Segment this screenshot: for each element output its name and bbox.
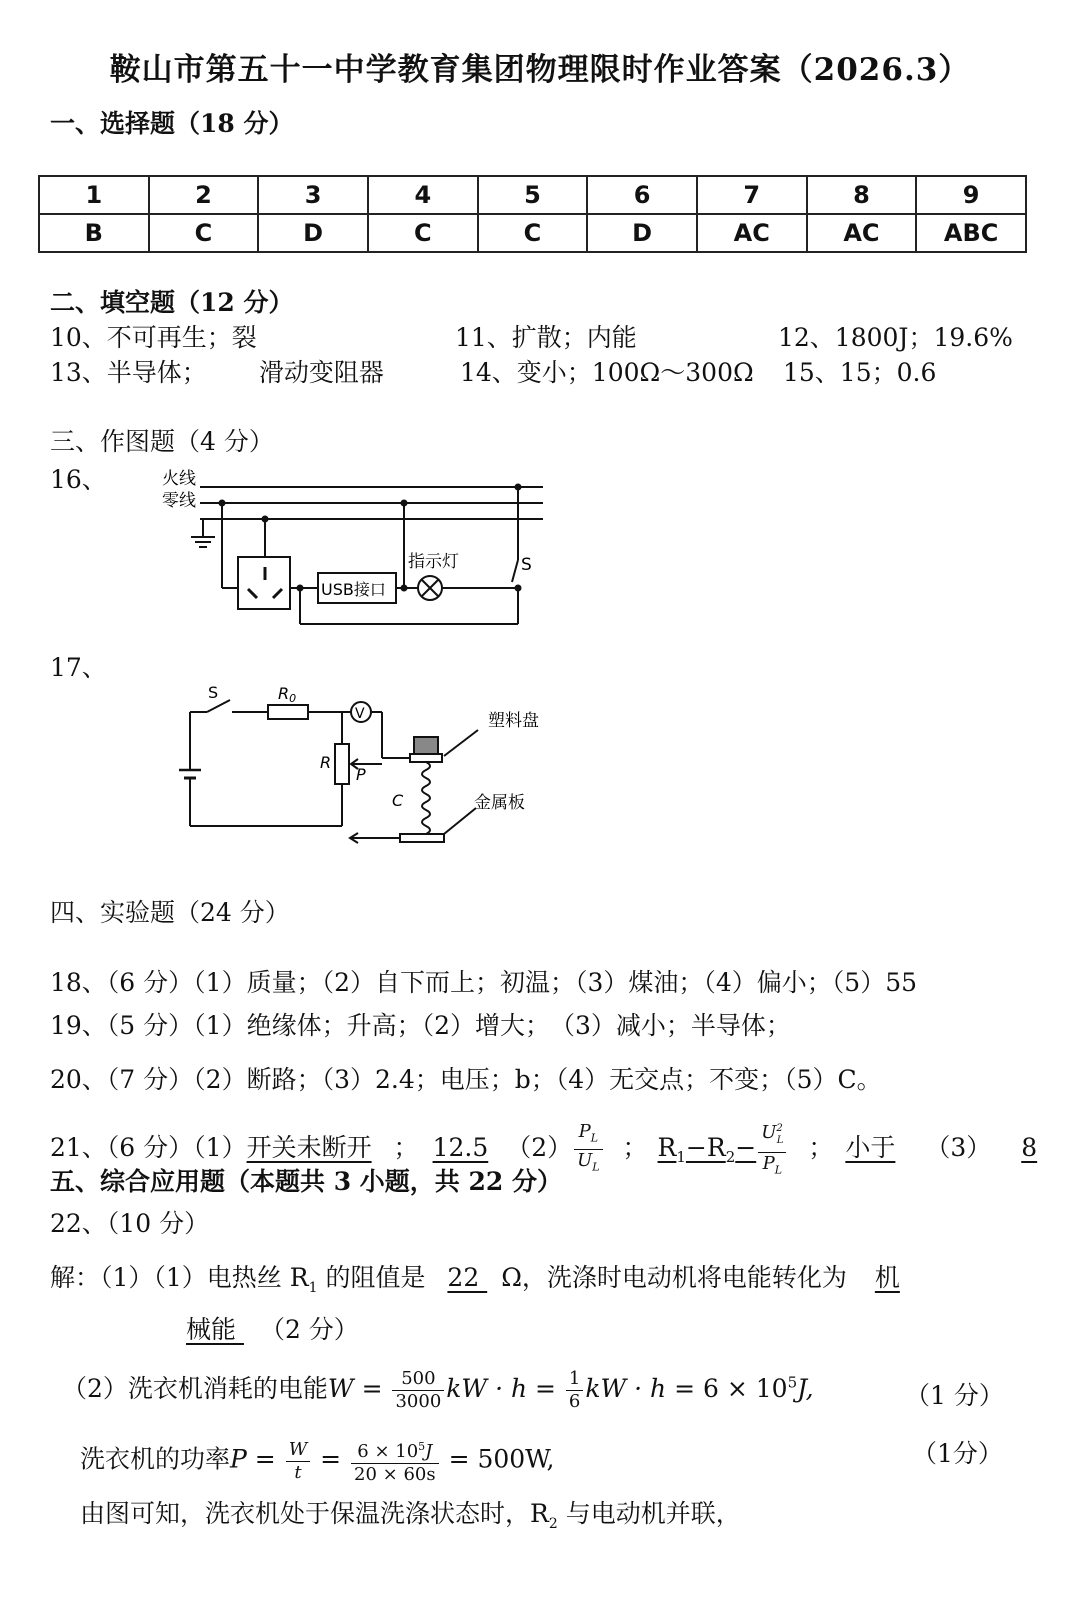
table-cell: C (478, 214, 588, 252)
solution-energy-formula: （2）洗衣机消耗的电能W = $\frac{500}{3000}$ kW · h = $\frac{1}{6}$ kW · $h = 6 \times 10^5J$, (62, 1368, 814, 1412)
blank-energy-part1: 机 (874, 1263, 900, 1292)
label-metal-plate: 金属板 (474, 793, 525, 813)
table-cell: 2 (149, 176, 259, 214)
points-energy: （1 分） (905, 1381, 1004, 1410)
fraction-power: $\frac{6 \times 10^5J}{20 \times 60s}$ (351, 1436, 439, 1486)
answer-q13-part2: 滑动变阻器 (258, 358, 384, 387)
label-live-wire: 火线 (162, 469, 196, 489)
solution-last-line: 由图可知，洗衣机处于保温洗涤状态时，$R_2$ 与电动机并联， (80, 1499, 741, 1532)
blank-r1-value: 22 (447, 1263, 488, 1292)
table-cell: 4 (368, 176, 478, 214)
table-cell: AC (807, 214, 917, 252)
label-switch: S (521, 555, 532, 575)
q21-fraction-pl-ul: $\frac{P_L}{U_L}$ (574, 1121, 602, 1179)
table-cell: 8 (807, 176, 917, 214)
fraction-500-3000: $\frac{500}{3000}$ (392, 1368, 444, 1413)
section-fill-heading: 二、填空题（12 分） (50, 288, 294, 317)
label-r0: R0 (278, 684, 297, 705)
label-p: P (356, 765, 366, 784)
answer-q18: 18、（6 分）（1）质量；（2）自下而上；初温；（3）煤油；（4）偏小；（5）55 (50, 968, 918, 997)
q21-separator: ； (393, 1133, 419, 1163)
q21-part-3: （3） (925, 1133, 992, 1163)
answer-q20: 20、（7 分）（2）断路；（3）2.4；电压；b；（4）无交点；不变；（5）C。 (50, 1065, 882, 1094)
answer-q13-part1: 13、半导体； (50, 358, 207, 387)
fraction-w-t: $\frac{W}{t}$ (286, 1439, 311, 1484)
metal-plate (400, 834, 444, 842)
table-cell: C (368, 214, 478, 252)
section-experiment-heading: 四、实验题（24 分） (50, 898, 290, 927)
answer-q14: 14、变小；100Ω～300Ω (460, 358, 754, 387)
label-usb: USB接口 (321, 580, 386, 599)
table-cell: D (587, 214, 697, 252)
label-indicator-lamp: 指示灯 (408, 552, 459, 572)
table-cell: 5 (478, 176, 588, 214)
section-choice-heading: 一、选择题（18 分） (50, 109, 294, 138)
table-cell: D (258, 214, 368, 252)
table-cell: 1 (39, 176, 149, 214)
blank-energy-part2: 械能 (186, 1315, 244, 1344)
table-cell: ABC (916, 214, 1026, 252)
answer-q12: 12、1800J；19.6% (778, 323, 1013, 352)
solution-power-formula: 洗衣机的功率P = $\frac{W}{t}$ = $\frac{6 \times 10^5J}{20 \times 60s}$ = 500W, (80, 1436, 554, 1486)
label-c: C (392, 791, 404, 810)
answer-q19: 19、（5 分）（1）绝缘体；升高；（2）增大； （3）减小；半导体； (50, 1011, 791, 1040)
q21-answer-3: 小于 (845, 1133, 896, 1163)
plastic-plate (410, 754, 442, 762)
table-cell: 7 (697, 176, 807, 214)
table-cell: AC (697, 214, 807, 252)
resistor-r (335, 744, 349, 784)
table-cell: 6 (587, 176, 697, 214)
q21-part-2: （2） (506, 1133, 573, 1163)
label-neutral-wire: 零线 (162, 491, 196, 511)
q21-lead: 21、（6 分）（1） (50, 1133, 247, 1163)
answer-q10: 10、不可再生；裂 (50, 323, 257, 352)
solution-line-1: 解：（1）（1）电热丝 $R_1$ 的阻值是 22 Ω，洗涤时电动机将电能转化为 机 (50, 1263, 900, 1296)
section-drawing-heading: 三、作图题（4 分） (50, 427, 274, 456)
page-title: 鞍山市第五十一中学教育集团物理限时作业答案（2026.3） (109, 52, 971, 88)
section-applied-heading: 五、综合应用题（本题共 3 小题，共 22 分） (50, 1167, 563, 1196)
label-voltmeter: V (355, 706, 365, 722)
q21-separator: ； (808, 1133, 834, 1163)
resistor-r0 (268, 705, 308, 719)
q21-answer-1: 开关未断开 (246, 1133, 372, 1163)
spring-c (422, 762, 430, 834)
q21-separator: ； (622, 1133, 648, 1163)
label-plastic-plate: 塑料盘 (488, 711, 539, 731)
fraction-1-6: $\frac{1}{6}$ (566, 1368, 583, 1413)
label-switch-s: S (208, 683, 219, 702)
label-q16: 16、 (50, 465, 107, 494)
points-power: （1分） (912, 1439, 1003, 1468)
q21-answer-2: 12.5 (432, 1133, 489, 1163)
answer-q15: 15、15；0.6 (783, 358, 937, 387)
table-cell: 3 (258, 176, 368, 214)
q21-expression: $R_1-R_2-$ $\frac{U^2_L}{P_L}$ (658, 1133, 789, 1162)
solution-line-2 (186, 1310, 359, 1346)
label-r: R (320, 753, 332, 772)
points-label: （2 分） (259, 1315, 359, 1344)
table-cell: 9 (916, 176, 1026, 214)
table-cell: C (149, 214, 259, 252)
answer-q22-heading: 22、（10 分） (50, 1209, 210, 1238)
q21-answer-4: 8 (1021, 1133, 1038, 1163)
answer-q11: 11、扩散；内能 (455, 323, 637, 352)
table-cell: B (39, 214, 149, 252)
label-q17: 17、 (50, 653, 107, 682)
